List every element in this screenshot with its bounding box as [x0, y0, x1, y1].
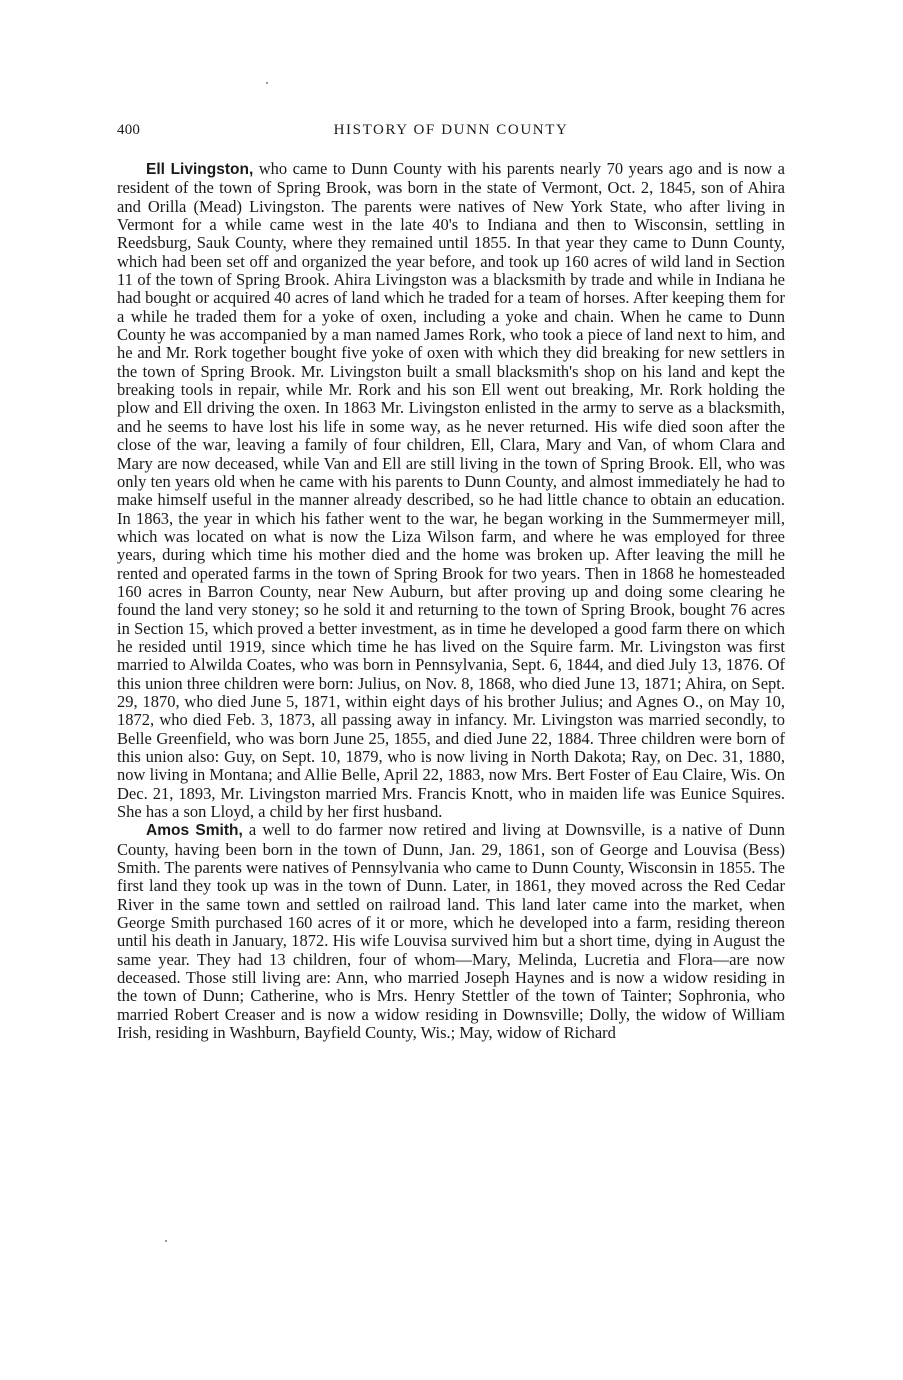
print-speck	[165, 1240, 167, 1242]
page-number: 400	[117, 122, 141, 138]
subject-name: Ell Livingston,	[146, 161, 254, 178]
biography-paragraph	[117, 821, 785, 1042]
print-speck	[266, 82, 268, 84]
body-text	[117, 160, 785, 1043]
running-head	[117, 122, 785, 142]
book-title: HISTORY OF DUNN COUNTY	[333, 122, 569, 138]
biography-text: a well to do farmer now retired and living at Downsville, is a native of Dunn County, having been born in the town of Dunn, Jan. 29, 1861, son of George and Louvisa (Bess) Smith. The parents were natives of Pennsylvania who came to Dunn County, Wisconsin in 1855. The first land they took up was in the town of Dunn. Later, in 1861, they moved across the Red Cedar River in the same town and settled on railroad land. This land later came into the market, when George Smith purchased 160 acres of it or more, which he developed into a farm, residing thereon until his death in January, 1872. His wife Louvisa survived him but a short time, dying in August the same year. They had 13 children, four of whom—Mary, Melinda, Lucretia and Flora—are now deceased. Those still living are: Ann, who married Joseph Haynes and is now a widow residing in the town of Dunn; Catherine, who is Mrs. Henry Stettler of the town of Tainter; Sophronia, who married Robert Creaser and is now a widow residing in Downsville; Dolly, the widow of William Irish, residing in Washburn, Bayfield County, Wis.; May, widow of Richard	[117, 820, 785, 1043]
biography-paragraph	[117, 160, 785, 821]
biography-text: who came to Dunn County with his parents nearly 70 years ago and is now a resident of the town of Spring Brook, was born in the state of Vermont, Oct. 2, 1845, son of Ahira and Orilla (Mead) Livingston. The parents were natives of New York State, who after living in Vermont for a while came west in the late 40's to Indiana and then to Wisconsin, settling in Reedsburg, Sauk County, where they remained until 1855. In that year they came to Dunn County, which had been set off and organized the year before, and took up 160 acres of wild land in Section 11 of the town of Spring Brook. Ahira Livingston was a blacksmith by trade and while in Indiana he had bought or acquired 40 acres of land which he traded for a team of horses. After keeping them for a while he traded them for a yoke of oxen, including a yoke and chain. When he came to Dunn County he was accompanied by a man named James Rork, who took a piece of land next to him, and he and Mr. Rork together bought five yoke of oxen with which they did breaking for new settlers in the town of Spring Brook. Mr. Livingston built a small blacksmith's shop on his land and kept the breaking tools in repair, while Mr. Rork and his son Ell went out breaking, Mr. Rork holding the plow and Ell driving the oxen. In 1863 Mr. Livingston enlisted in the army to serve as a blacksmith, and he seems to have lost his life in some way, as he never returned. His wife died soon after the close of the war, leaving a family of four children, Ell, Clara, Mary and Van, of whom Clara and Mary are now deceased, while Van and Ell are still living in the town of Spring Brook. Ell, who was only ten years old when he came with his parents to Dunn County, and almost immediately he had to make himself useful in the manner already described, so he had little chance to obtain an education. In 1863, the year in which his father went to the war, he began working in the Summermeyer mill, which was located on what is now the Liza Wilson farm, and where he was employed for three years, during which time his mother died and the home was broken up. After leaving the mill he rented and operated farms in the town of Spring Brook for two years. Then in 1868 he homesteaded 160 acres in Barron County, near New Auburn, but after proving up and doing some clearing he found the land very stoney; so he sold it and returning to the town of Spring Brook, bought 76 acres in Section 15, which proved a better investment, as in time he developed a good farm there on which he resided until 1919, since which time he has lived on the Squire farm. Mr. Livingston was first married to Alwilda Coates, who was born in Pennsylvania, Sept. 6, 1844, and died July 13, 1876. Of this union three children were born: Julius, on Nov. 8, 1868, who died June 13, 1871; Ahira, on Sept. 29, 1870, who died June 5, 1871, within eight days of his brother Julius; and Agnes O., on May 10, 1872, who died Feb. 3, 1873, all passing away in infancy. Mr. Livingston was married secondly, to Belle Greenfield, who was born June 25, 1855, and died June 22, 1884. Three children were born of this union also: Guy, on Sept. 10, 1879, who is now living in North Dakota; Ray, on Dec. 31, 1880, now living in Montana; and Allie Belle, April 22, 1883, now Mrs. Bert Foster of Eau Claire, Wis. On Dec. 21, 1893, Mr. Livingston married Mrs. Francis Knott, who in maiden life was Eunice Squires. She has a son Lloyd, a child by her first husband.	[117, 159, 785, 822]
subject-name: Amos Smith,	[146, 822, 243, 840]
